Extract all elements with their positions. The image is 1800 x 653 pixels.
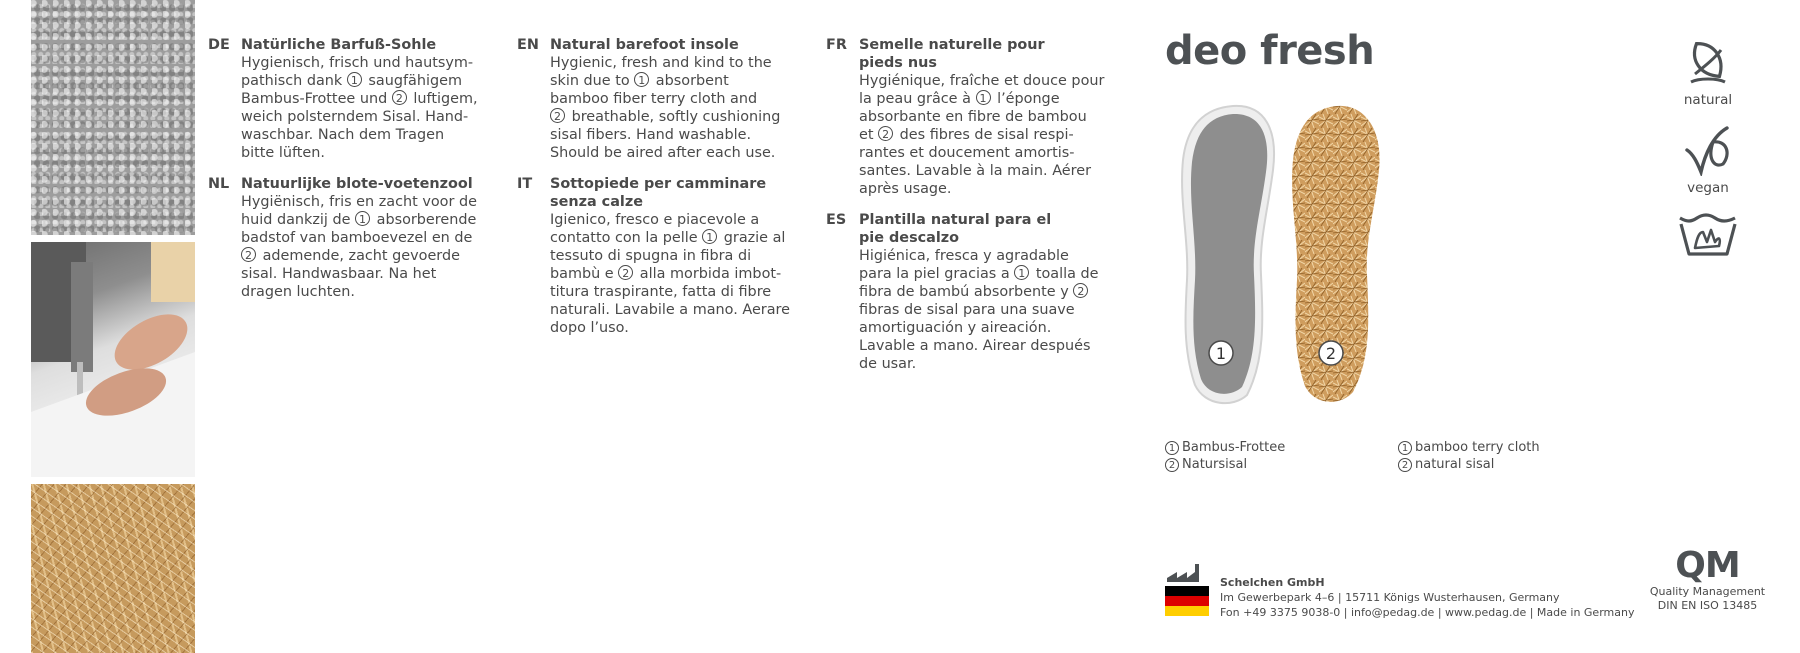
legend-marker: 2 [1398,458,1412,472]
sisal-fiber-photo [31,484,195,653]
marker-1-label: 1 [1215,344,1227,363]
circled-number: 1 [347,72,362,87]
leaf-icon [1685,36,1731,88]
natural-badge [1670,36,1746,108]
section-title: Natural barefoot insole [550,37,739,53]
legend-marker: 1 [1398,441,1412,455]
hand-wash-badge [1670,212,1746,262]
legend-marker: 1 [1165,441,1179,455]
section-title: Sottopiede per camminare [550,176,767,192]
circled-number: 1 [976,90,991,105]
quality-management-badge [1640,547,1775,613]
insoles-illustration [1165,100,1395,410]
lang-code: DE [208,37,230,53]
legend-en [1398,439,1540,473]
section-body: Hygiënisch, fris en zacht voor de huid dankzij de 1 absorberende badstof van bamboevezel en de 2 ademende, zacht gevoerde sisal. Handwasbaar. Na het dragen luchten. [241,194,477,300]
section-title: pieds nus [859,55,937,71]
lang-code: IT [517,176,533,192]
vegan-leaf-icon [1683,124,1733,176]
lang-code: EN [517,37,539,53]
terry-cloth-photo [31,0,195,235]
legend-marker: 2 [1165,458,1179,472]
circled-number: 1 [634,72,649,87]
section-fr [826,36,1119,198]
section-body: Hygienisch, frisch und hautsym- pathisch dank 1 saugfähigem Bambus-Frottee und 2 luftigem, weich polsterndem Sisal. Hand- waschbar. Nach dem Tragen bitte lüften. [241,55,478,161]
vegan-badge [1670,124,1746,196]
circled-number: 2 [241,247,256,262]
company-name: Schelchen GmbH [1220,576,1325,589]
legend-item: bamboo terry cloth [1415,440,1540,455]
hand-wash-icon [1677,212,1739,258]
section-title: senza calze [550,194,643,210]
section-body: Hygienic, fresh and kind to the skin due to 1 absorbent bamboo fiber terry cloth and 2 breathable, softly cushioning sisal fibers. Hand washable. Should be aired after each use. [550,55,781,161]
circled-number: 1 [1014,265,1029,280]
marker-2-label: 2 [1325,344,1337,363]
section-de [208,36,501,162]
circled-number: 2 [550,108,565,123]
legend-de [1165,439,1285,473]
badge-label: natural [1683,92,1733,108]
legend-item: Natursisal [1182,457,1248,472]
circled-number: 1 [702,229,717,244]
circled-number: 2 [1073,283,1088,298]
section-nl [208,175,501,301]
lang-code: NL [208,176,230,192]
section-title: Plantilla natural para el [859,212,1052,228]
section-en [517,36,810,162]
badge-label: vegan [1687,180,1729,196]
section-body: Hygiénique, fraîche et douce pour la peau grâce à 1 l’éponge absorbante en fibre de bambou et 2 des fibres de sisal respi- rantes et doucement amortis- santes. Lavable à la main. Aérer après usage. [859,73,1105,197]
qm-line1: Quality Management [1649,585,1766,598]
section-title: pie descalzo [859,230,960,246]
section-title: Natuurlijke blote-voetenzool [241,176,473,192]
factory-flag-icon [1165,564,1209,618]
lang-code: FR [826,37,847,53]
qm-logo: QM [1675,545,1740,586]
circled-number: 2 [618,265,633,280]
company-contact: Fon +49 3375 9038-0 | info@pedag.de | www.pedag.de | Made in Germany [1220,606,1635,619]
section-body: Igienico, fresco e piacevole a contatto con la pelle 1 grazie al tessuto di spugna in fibra di bambù e 2 alla morbida imbot- titura traspirante, fatta di fibre naturali. Lavabile a mano. Aerare dopo l’uso. [550,212,790,336]
sewing-photo [31,242,195,477]
section-title: Natürliche Barfuß-Sohle [241,37,437,53]
product-title: deo fresh [1165,28,1375,74]
circled-number: 2 [878,126,893,141]
circled-number: 2 [392,90,407,105]
lang-code: ES [826,212,847,228]
section-es [826,211,1119,373]
legend-item: Bambus-Frottee [1182,440,1286,455]
section-title: Semelle naturelle pour [859,37,1045,53]
company-address: Im Gewerbepark 4–6 | 15711 Königs Wusterhausen, Germany [1220,591,1560,604]
company-info [1220,575,1634,620]
circled-number: 1 [355,211,370,226]
qm-line2: DIN EN ISO 13485 [1657,599,1758,612]
section-body: Higiénica, fresca y agradable para la piel gracias a 1 toalla de fibra de bambú absorbente y 2 fibras de sisal para una suave amortiguación y aireación. Lavable a mano. Airear después de usar. [859,248,1099,372]
section-it [517,175,810,337]
legend-item: natural sisal [1415,457,1495,472]
